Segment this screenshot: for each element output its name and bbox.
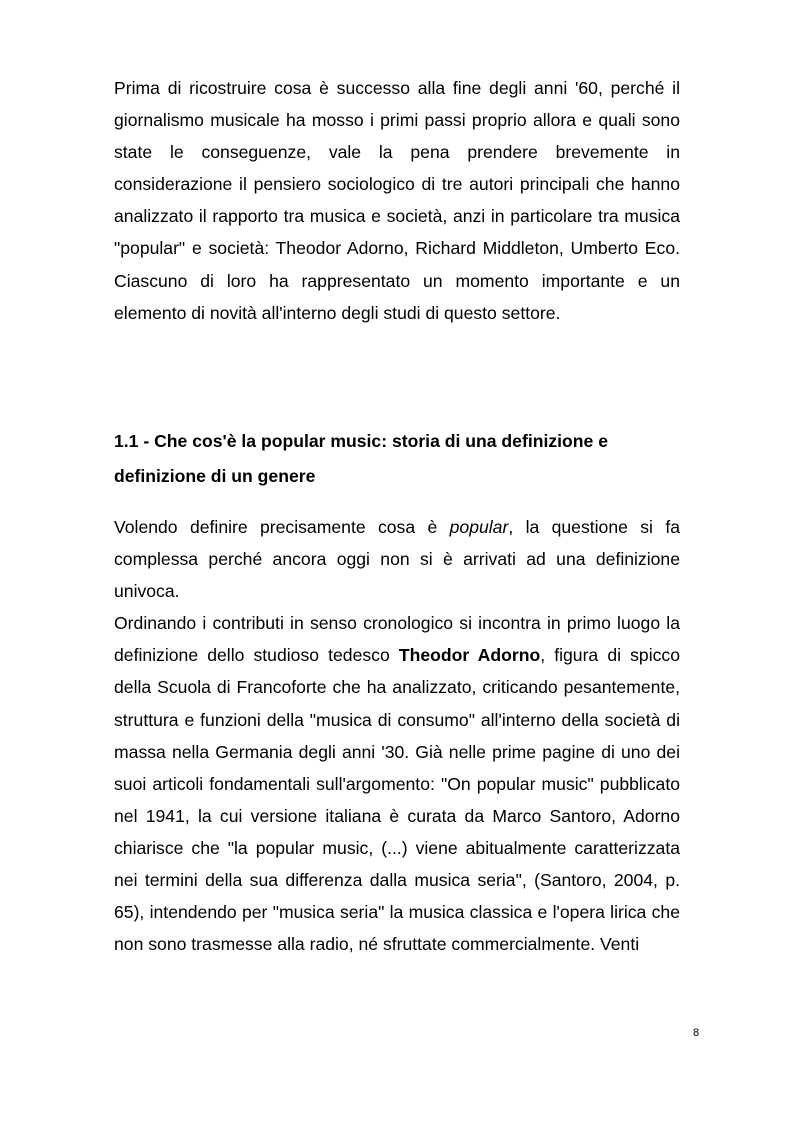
p1-italic-term: popular <box>449 517 509 537</box>
p1-text-after: , la questione si fa complessa perché ancora oggi non si è arrivati ad una definizione univoca. <box>114 517 680 602</box>
section-heading-line-1: 1.1 - Che cos'è la popular music: storia di una definizione e <box>114 431 608 451</box>
p1-text-before: Volendo definire precisamente cosa è <box>114 517 450 537</box>
intro-paragraph: Prima di ricostruire cosa è successo alla fine degli anni '60, perché il giornalismo musicale ha mosso i primi passi proprio allora e quali sono state le conseguenze, vale la pena prendere brevemente in considerazione il pensiero sociologico di tre autori principali che hanno analizzato il rapporto tra musica e società, anzi in particolare tra musica "popular" e società: Theodor Adorno, Richard Middleton, Umberto Eco. Ciascuno di loro ha rappresentato un momento importante e un elemento di novità all'interno degli studi di questo settore. <box>114 78 680 323</box>
body-paragraph-2 <box>114 607 680 960</box>
section-heading-line-2: definizione di un genere <box>114 465 316 486</box>
p2-bold-name: Theodor Adorno <box>398 645 541 666</box>
body-text-block <box>114 511 680 960</box>
intro-text-block <box>114 72 680 329</box>
section-heading <box>114 424 680 493</box>
page-number: 8 <box>693 1027 700 1039</box>
p2-text-after: , figura di spicco della Scuola di Francoforte che ha analizzato, criticando pesantemente, struttura e funzioni della "musica di consumo" all'interno della società di massa nella Germania degli anni '30. Già nelle prime pagine di uno dei suoi articoli fondamentali sull'argomento: "On popular music" pubblicato nel 1941, la cui versione italiana è curata da Marco Santoro, Adorno chiarisce che "la popular music, (...) viene abitualmente caratterizzata nei termini della sua differenza dalla musica seria", (Santoro, 2004, p. 65), intendendo per "musica seria" la musica classica e l'opera lirica che non sono trasmesse alla radio, né sfruttate commercialmente. Venti <box>114 645 680 955</box>
p2-text-before: Ordinando i contributi in senso cronologico si incontra in primo luogo la definizione dello studioso tedesco <box>114 613 680 666</box>
body-paragraph-1 <box>114 511 680 607</box>
